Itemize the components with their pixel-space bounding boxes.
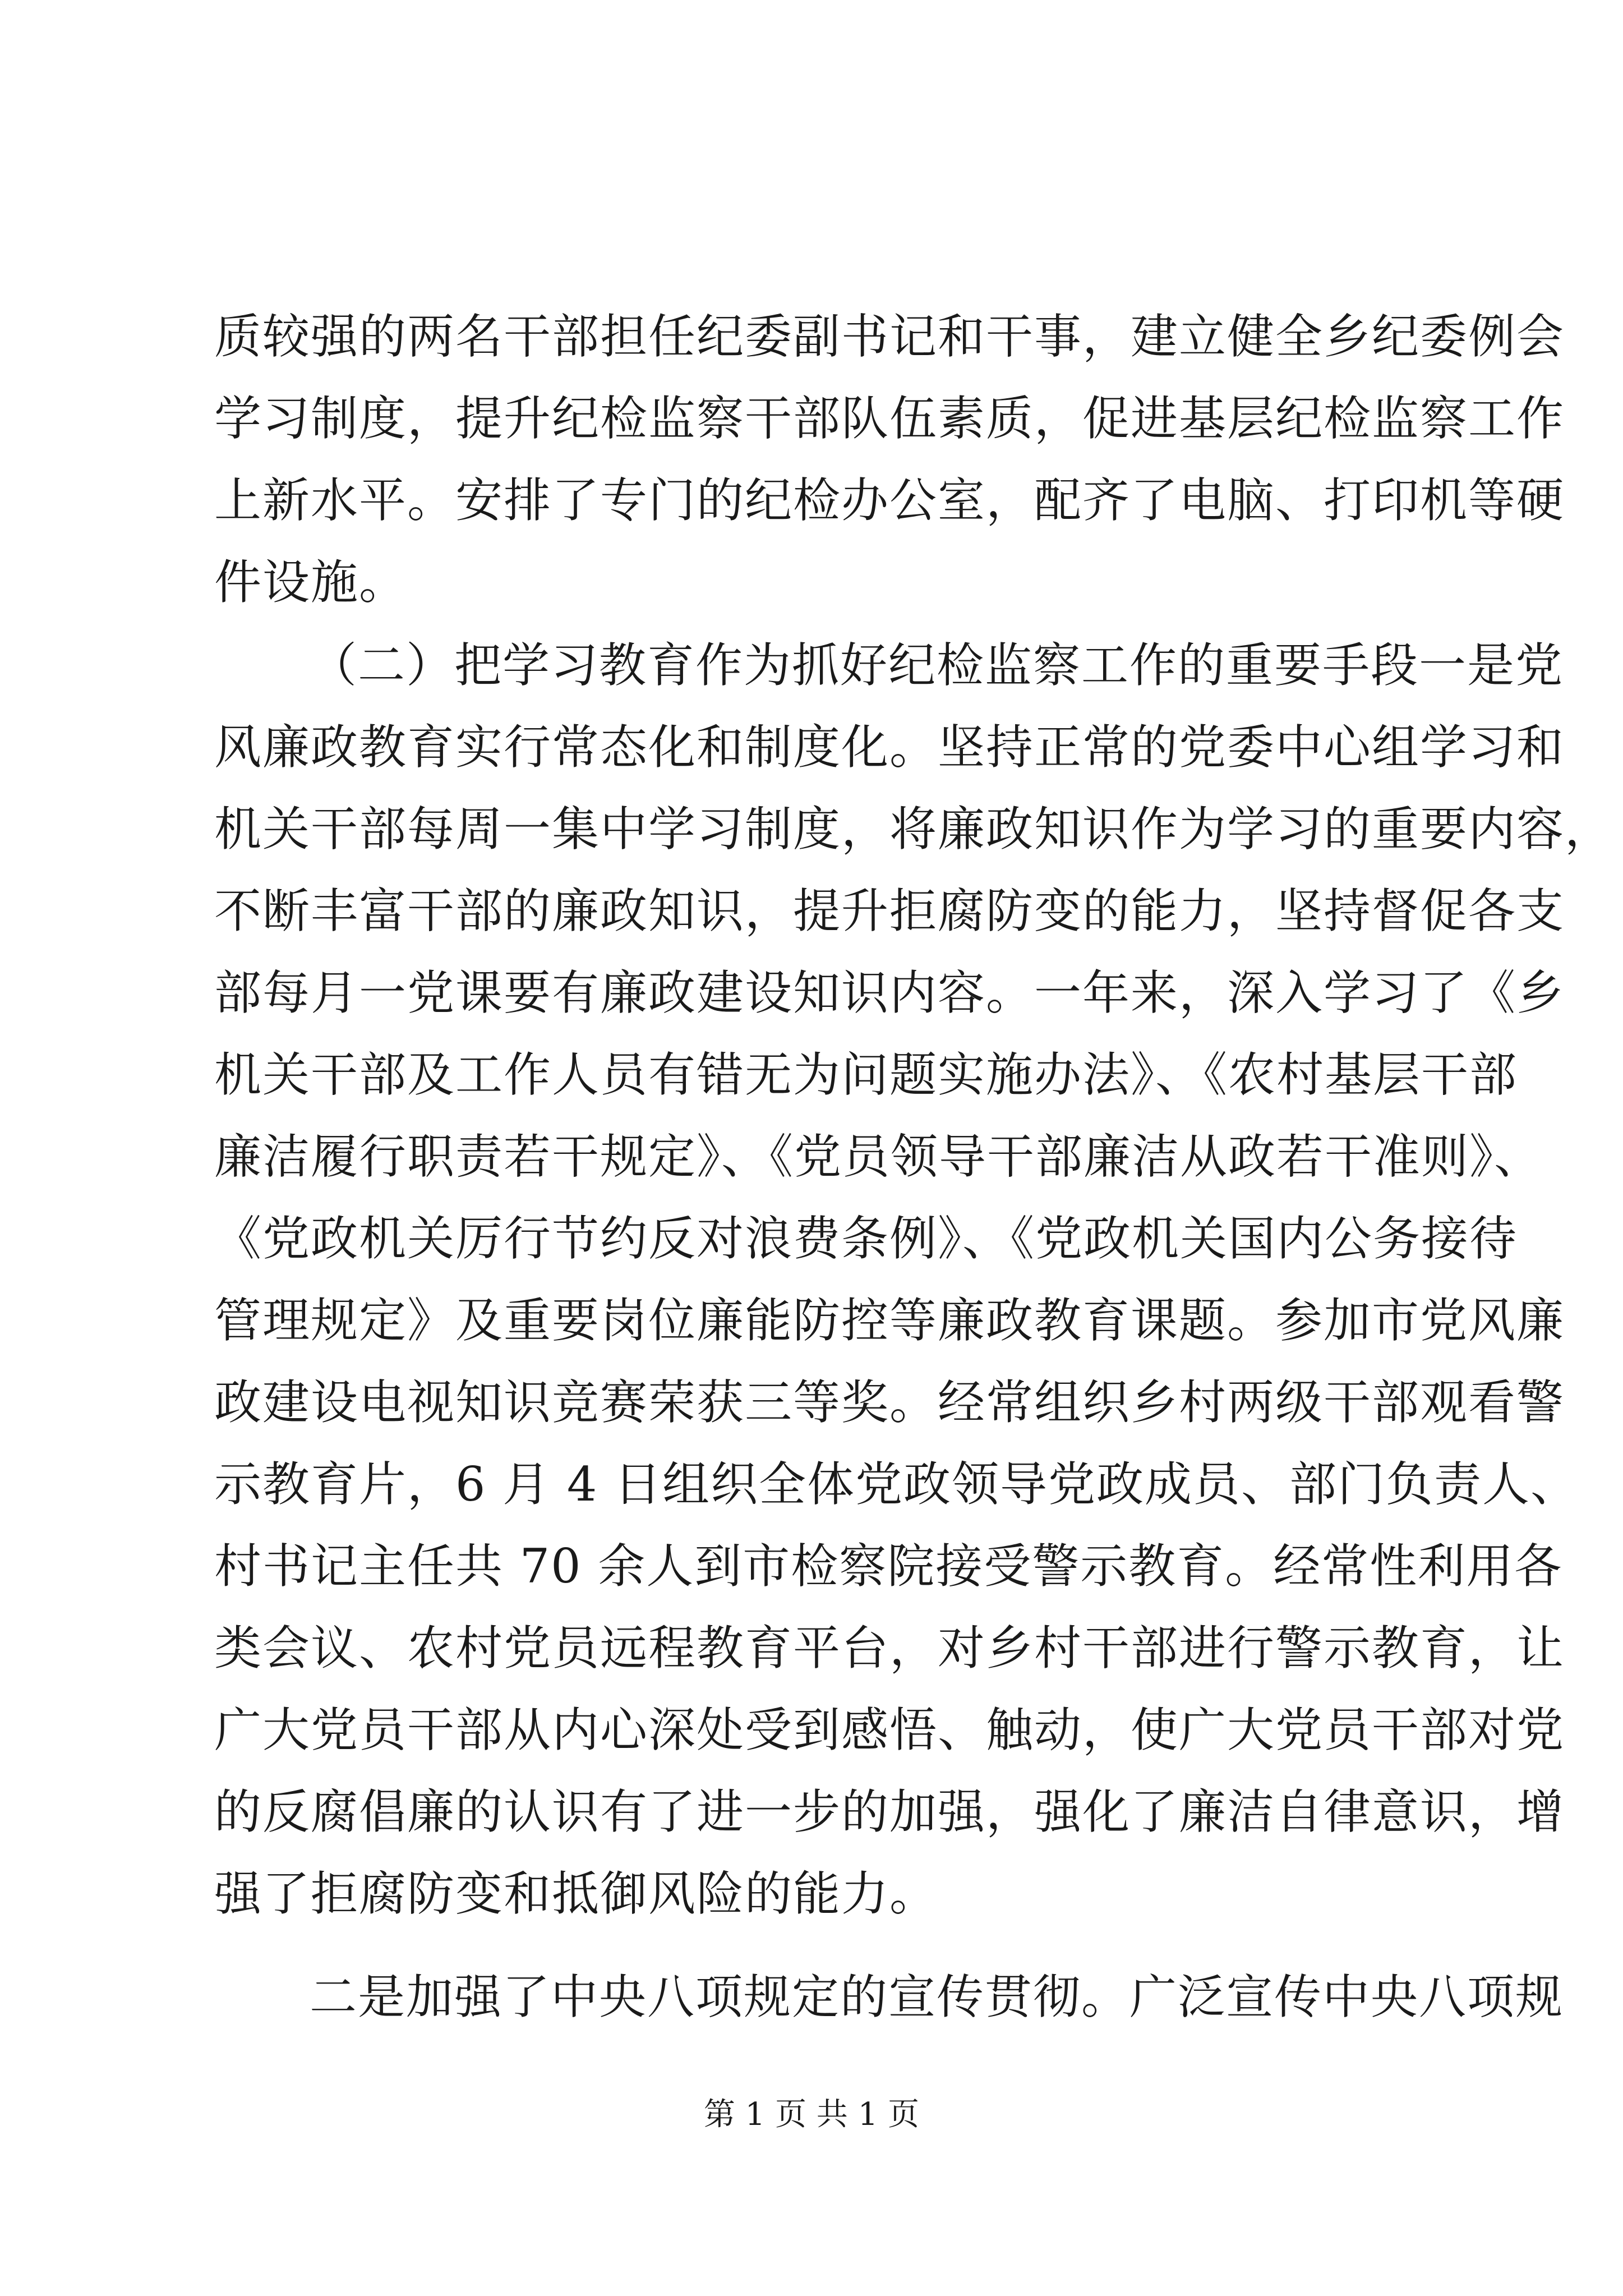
body-text-line-10: 机关干部及工作人员有错无为问题实施办法》、《农村基层干部 — [214, 1047, 1518, 1102]
body-text-line-11: 廉洁履行职责若干规定》、《党员领导干部廉洁从政若干准则》、 — [214, 1129, 1543, 1184]
section-heading-line: （二）把学习教育作为抓好纪检监察工作的重要手段一是党 — [310, 638, 1564, 693]
body-text-line-13: 管理规定》及重要岗位廉能防控等廉政教育课题。参加市党风廉 — [214, 1293, 1565, 1348]
body-text-line-16: 村书记主任共 70 余人到市检察院接受警示教育。经常性利用各 — [214, 1539, 1563, 1594]
body-text-line-2: 学习制度，提升纪检监察干部队伍素质，促进基层纪检监察工作 — [214, 391, 1565, 446]
paragraph-start-line: 二是加强了中央八项规定的宣传贯彻。广泛宣传中央八项规 — [310, 1970, 1564, 2024]
body-text-line-15: 示教育片，6 月 4 日组织全体党政领导党政成员、部门负责人、 — [214, 1457, 1579, 1512]
body-text-line-4: 件设施。 — [214, 555, 408, 610]
body-text-line-7: 机关干部每周一集中学习制度，将廉政知识作为学习的重要内容， — [214, 802, 1613, 857]
body-text-line-8: 不断丰富干部的廉政知识，提升拒腐防变的能力，坚持督促各支 — [214, 884, 1565, 938]
body-text-line-9: 部每月一党课要有廉政建设知识内容。一年来，深入学习了《乡 — [214, 965, 1565, 1020]
body-text-line-3: 上新水平。安排了专门的纪检办公室，配齐了电脑、打印机等硬 — [214, 473, 1565, 528]
body-text-line-12: 《党政机关厉行节约反对浪费条例》、《党政机关国内公务接待 — [214, 1211, 1518, 1266]
body-text-line-6: 风廉政教育实行常态化和制度化。坚持正常的党委中心组学习和 — [214, 720, 1565, 775]
body-text-line-14: 政建设电视知识竞赛荣获三等奖。经常组织乡村两级干部观看警 — [214, 1375, 1565, 1430]
page-footer: 第 1 页 共 1 页 — [703, 2096, 920, 2133]
body-text-line-1: 质较强的两名干部担任纪委副书记和干事，建立健全乡纪委例会 — [214, 309, 1565, 364]
body-text-line-18: 广大党员干部从内心深处受到感悟、触动，使广大党员干部对党 — [214, 1703, 1565, 1757]
body-text-line-17: 类会议、农村党员远程教育平台，对乡村干部进行警示教育，让 — [214, 1621, 1565, 1676]
body-text-line-20: 强了拒腐防变和抵御风险的能力。 — [214, 1866, 938, 1921]
body-text-line-19: 的反腐倡廉的认识有了进一步的加强，强化了廉洁自律意识，增 — [214, 1784, 1565, 1839]
